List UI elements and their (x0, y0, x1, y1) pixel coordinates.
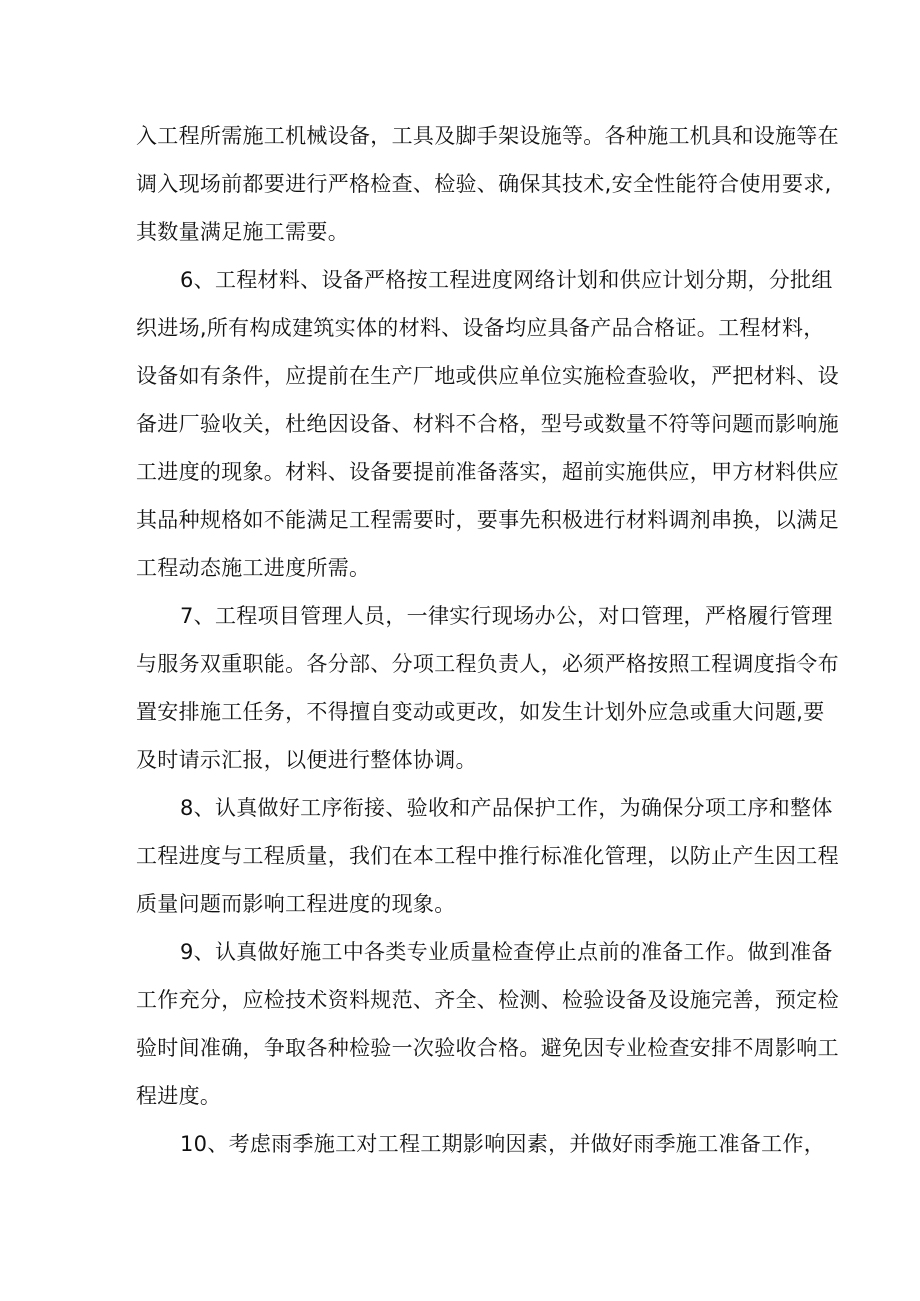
text-line: 设备如有条件，应提前在生产厂地或供应单位实施检查验收，严把材料、设 (136, 364, 839, 388)
text-line: 程进度。 (136, 1084, 222, 1108)
paragraph-5-continued (136, 112, 839, 256)
text-line: 织进场,所有构成建筑实体的材料、设备均应具备产品合格证。工程材料， (136, 316, 825, 340)
text-line: 9、认真做好施工中各类专业质量检查停止点前的准备工作。做到准备 (180, 940, 833, 964)
paragraph-8 (136, 784, 839, 928)
paragraph-7 (136, 592, 839, 784)
text-line: 质量问题而影响工程进度的现象。 (136, 892, 456, 916)
text-line: 其数量满足施工需要。 (136, 220, 349, 244)
text-line: 备进厂验收关，杜绝因设备、材料不合格，型号或数量不符等问题而影响施 (136, 412, 839, 436)
text-line: 及时请示汇报，以便进行整体协调。 (136, 748, 477, 772)
text-line: 工程动态施工进度所需。 (136, 556, 371, 580)
text-line: 8、认真做好工序衔接、验收和产品保护工作，为确保分项工序和整体 (180, 796, 833, 820)
text-line: 其品种规格如不能满足工程需要时，要事先积极进行材料调剂串换，以满足 (136, 508, 839, 532)
text-line: 工作充分，应检技术资料规范、齐全、检测、检验设备及设施完善，预定检 (136, 988, 839, 1012)
text-line: 工程进度与工程质量，我们在本工程中推行标准化管理，以防止产生因工程 (136, 844, 839, 868)
text-line: 验时间准确，争取各种检验一次验收合格。避免因专业检查安排不周影响工 (136, 1036, 839, 1060)
paragraph-9 (136, 928, 839, 1120)
text-line: 调入现场前都要进行严格检查、检验、确保其技术,安全性能符合使用要求, (136, 172, 832, 196)
paragraph-10 (136, 1120, 826, 1168)
paragraph-6 (136, 256, 839, 592)
text-line: 7、工程项目管理人员，一律实行现场办公，对口管理，严格履行管理 (180, 604, 833, 628)
text-line: 10、考虑雨季施工对工程工期影响因素，并做好雨季施工准备工作， (180, 1132, 826, 1156)
text-line: 置安排施工任务，不得擅自变动或更改，如发生计划外应急或重大问题,要 (136, 700, 825, 724)
text-line: 6、工程材料、设备严格按工程进度网络计划和供应计划分期，分批组 (180, 268, 833, 292)
text-line: 入工程所需施工机械设备，工具及脚手架设施等。各种施工机具和设施等在 (136, 124, 839, 148)
text-line: 工进度的现象。材料、设备要提前准备落实，超前实施供应，甲方材料供应 (136, 460, 839, 484)
text-line: 与服务双重职能。各分部、分项工程负责人，必须严格按照工程调度指令布 (136, 652, 839, 676)
document-body (136, 112, 839, 1168)
